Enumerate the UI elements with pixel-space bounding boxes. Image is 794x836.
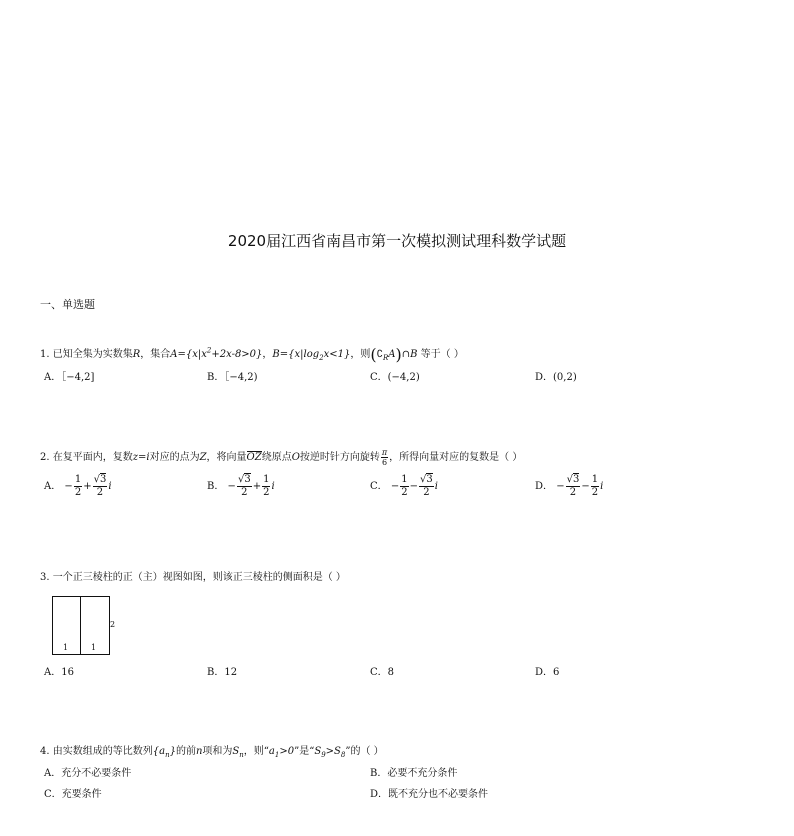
q1-var-b: B bbox=[410, 349, 418, 360]
q3-option-c[interactable]: C．8 bbox=[370, 667, 395, 678]
q2-text: 绕原点 bbox=[261, 452, 292, 463]
q2-text: 按逆时针方向旋转 bbox=[299, 452, 380, 463]
q2-text: 2. 在复平面内，复数 bbox=[40, 452, 133, 463]
q1-set-a: $A=\{x|x^2+2x-8>0\}$ bbox=[170, 346, 263, 360]
section-heading: 一、单选题 bbox=[40, 298, 95, 311]
q1-option-b[interactable]: B．［−4,2) bbox=[207, 372, 258, 383]
q4-sequence: $\{a_n\}$ bbox=[152, 746, 176, 759]
q4-option-a[interactable]: A．充分不必要条件 bbox=[44, 768, 132, 779]
q1-var-r: R bbox=[132, 349, 141, 360]
q4-option-d[interactable]: D．既不充分也不必要条件 bbox=[370, 789, 489, 800]
q1-complement-close: ) bbox=[395, 345, 402, 364]
q1-option-c[interactable]: C．(−4,2) bbox=[370, 372, 420, 383]
q4-var-n: n bbox=[195, 746, 203, 757]
question-2-stem bbox=[40, 446, 522, 470]
figure-divider-line bbox=[80, 597, 81, 654]
front-view-figure bbox=[52, 596, 110, 655]
question-1-stem bbox=[40, 345, 464, 364]
q4-text: ”的（ ） bbox=[345, 746, 384, 757]
figure-label-bottom-left: 1 bbox=[63, 643, 69, 652]
q1-option-a[interactable]: A．［−4,2] bbox=[44, 372, 95, 383]
q4-condition-a1: $a_1>0$ bbox=[268, 746, 295, 759]
q2-text: ，所得向量对应的复数是（ ） bbox=[389, 452, 523, 463]
q2-option-c[interactable]: C． − $\frac{1}{2}$ − $\frac{√3}{2}$ i bbox=[370, 474, 438, 498]
q2-option-a[interactable]: A． − $\frac{1}{2}$ + $\frac{√3}{2}$ i bbox=[44, 474, 112, 498]
q3-option-b[interactable]: B．12 bbox=[207, 667, 238, 678]
q1-text: 1. 已知全集为实数集 bbox=[40, 349, 133, 360]
q2-option-b[interactable]: B． − $\frac{√3}{2}$ + $\frac{1}{2}$ i bbox=[207, 474, 275, 498]
q4-text: 4. 由实数组成的等比数列 bbox=[40, 746, 153, 757]
q3-option-a[interactable]: A．16 bbox=[44, 667, 74, 678]
question-3-stem: 3. 一个正三棱柱的正（主）视图如图，则该正三棱柱的侧面积是（ ） bbox=[40, 572, 346, 583]
q1-set-b: $B=\{x|\log_2x<1\}$ bbox=[272, 349, 351, 362]
q1-option-d[interactable]: D．(0,2) bbox=[535, 372, 577, 383]
q2-option-d[interactable]: D． − $\frac{√3}{2}$ − $\frac{1}{2}$ i bbox=[535, 474, 604, 498]
q2-point-z: Z bbox=[199, 452, 207, 463]
q4-text: ，则“ bbox=[243, 746, 269, 757]
question-4-stem bbox=[40, 742, 384, 759]
q1-text: 等于（ ） bbox=[417, 349, 464, 360]
q2-text: ，将向量 bbox=[206, 452, 247, 463]
q2-var-z: z=i bbox=[132, 452, 150, 463]
q1-complement-expr: ( bbox=[370, 345, 377, 364]
q1-cap-symbol: ∩ bbox=[401, 349, 411, 360]
q4-text: 项和为 bbox=[202, 746, 233, 757]
q4-text: 的前 bbox=[175, 746, 196, 757]
figure-label-bottom-right: 1 bbox=[91, 643, 97, 652]
page-title: 2020届江西省南昌市第一次模拟测试理科数学试题 bbox=[227, 232, 567, 250]
q4-option-c[interactable]: C．充要条件 bbox=[44, 789, 102, 800]
figure-label-height: 2 bbox=[110, 620, 116, 629]
q3-option-d[interactable]: D．6 bbox=[535, 667, 560, 678]
q2-vector-oz: OZ bbox=[246, 452, 262, 463]
q4-option-b[interactable]: B．必要不充分条件 bbox=[370, 768, 458, 779]
q1-text: ，集合 bbox=[140, 349, 171, 360]
q1-text: ， bbox=[262, 349, 273, 360]
q1-complement: $∁_RA$ bbox=[376, 349, 396, 362]
q2-text: 对应的点为 bbox=[149, 452, 200, 463]
q4-sum-sn: $S_n$ bbox=[232, 746, 244, 759]
q1-text: ，则 bbox=[350, 349, 371, 360]
q4-condition-s9-s8: $S_9>S_8$ bbox=[314, 746, 346, 759]
q4-text: ”是“ bbox=[294, 746, 315, 757]
q2-origin-o: O bbox=[291, 452, 300, 463]
q2-angle-fraction: $\frac{\pi}{6}$ bbox=[381, 448, 388, 467]
